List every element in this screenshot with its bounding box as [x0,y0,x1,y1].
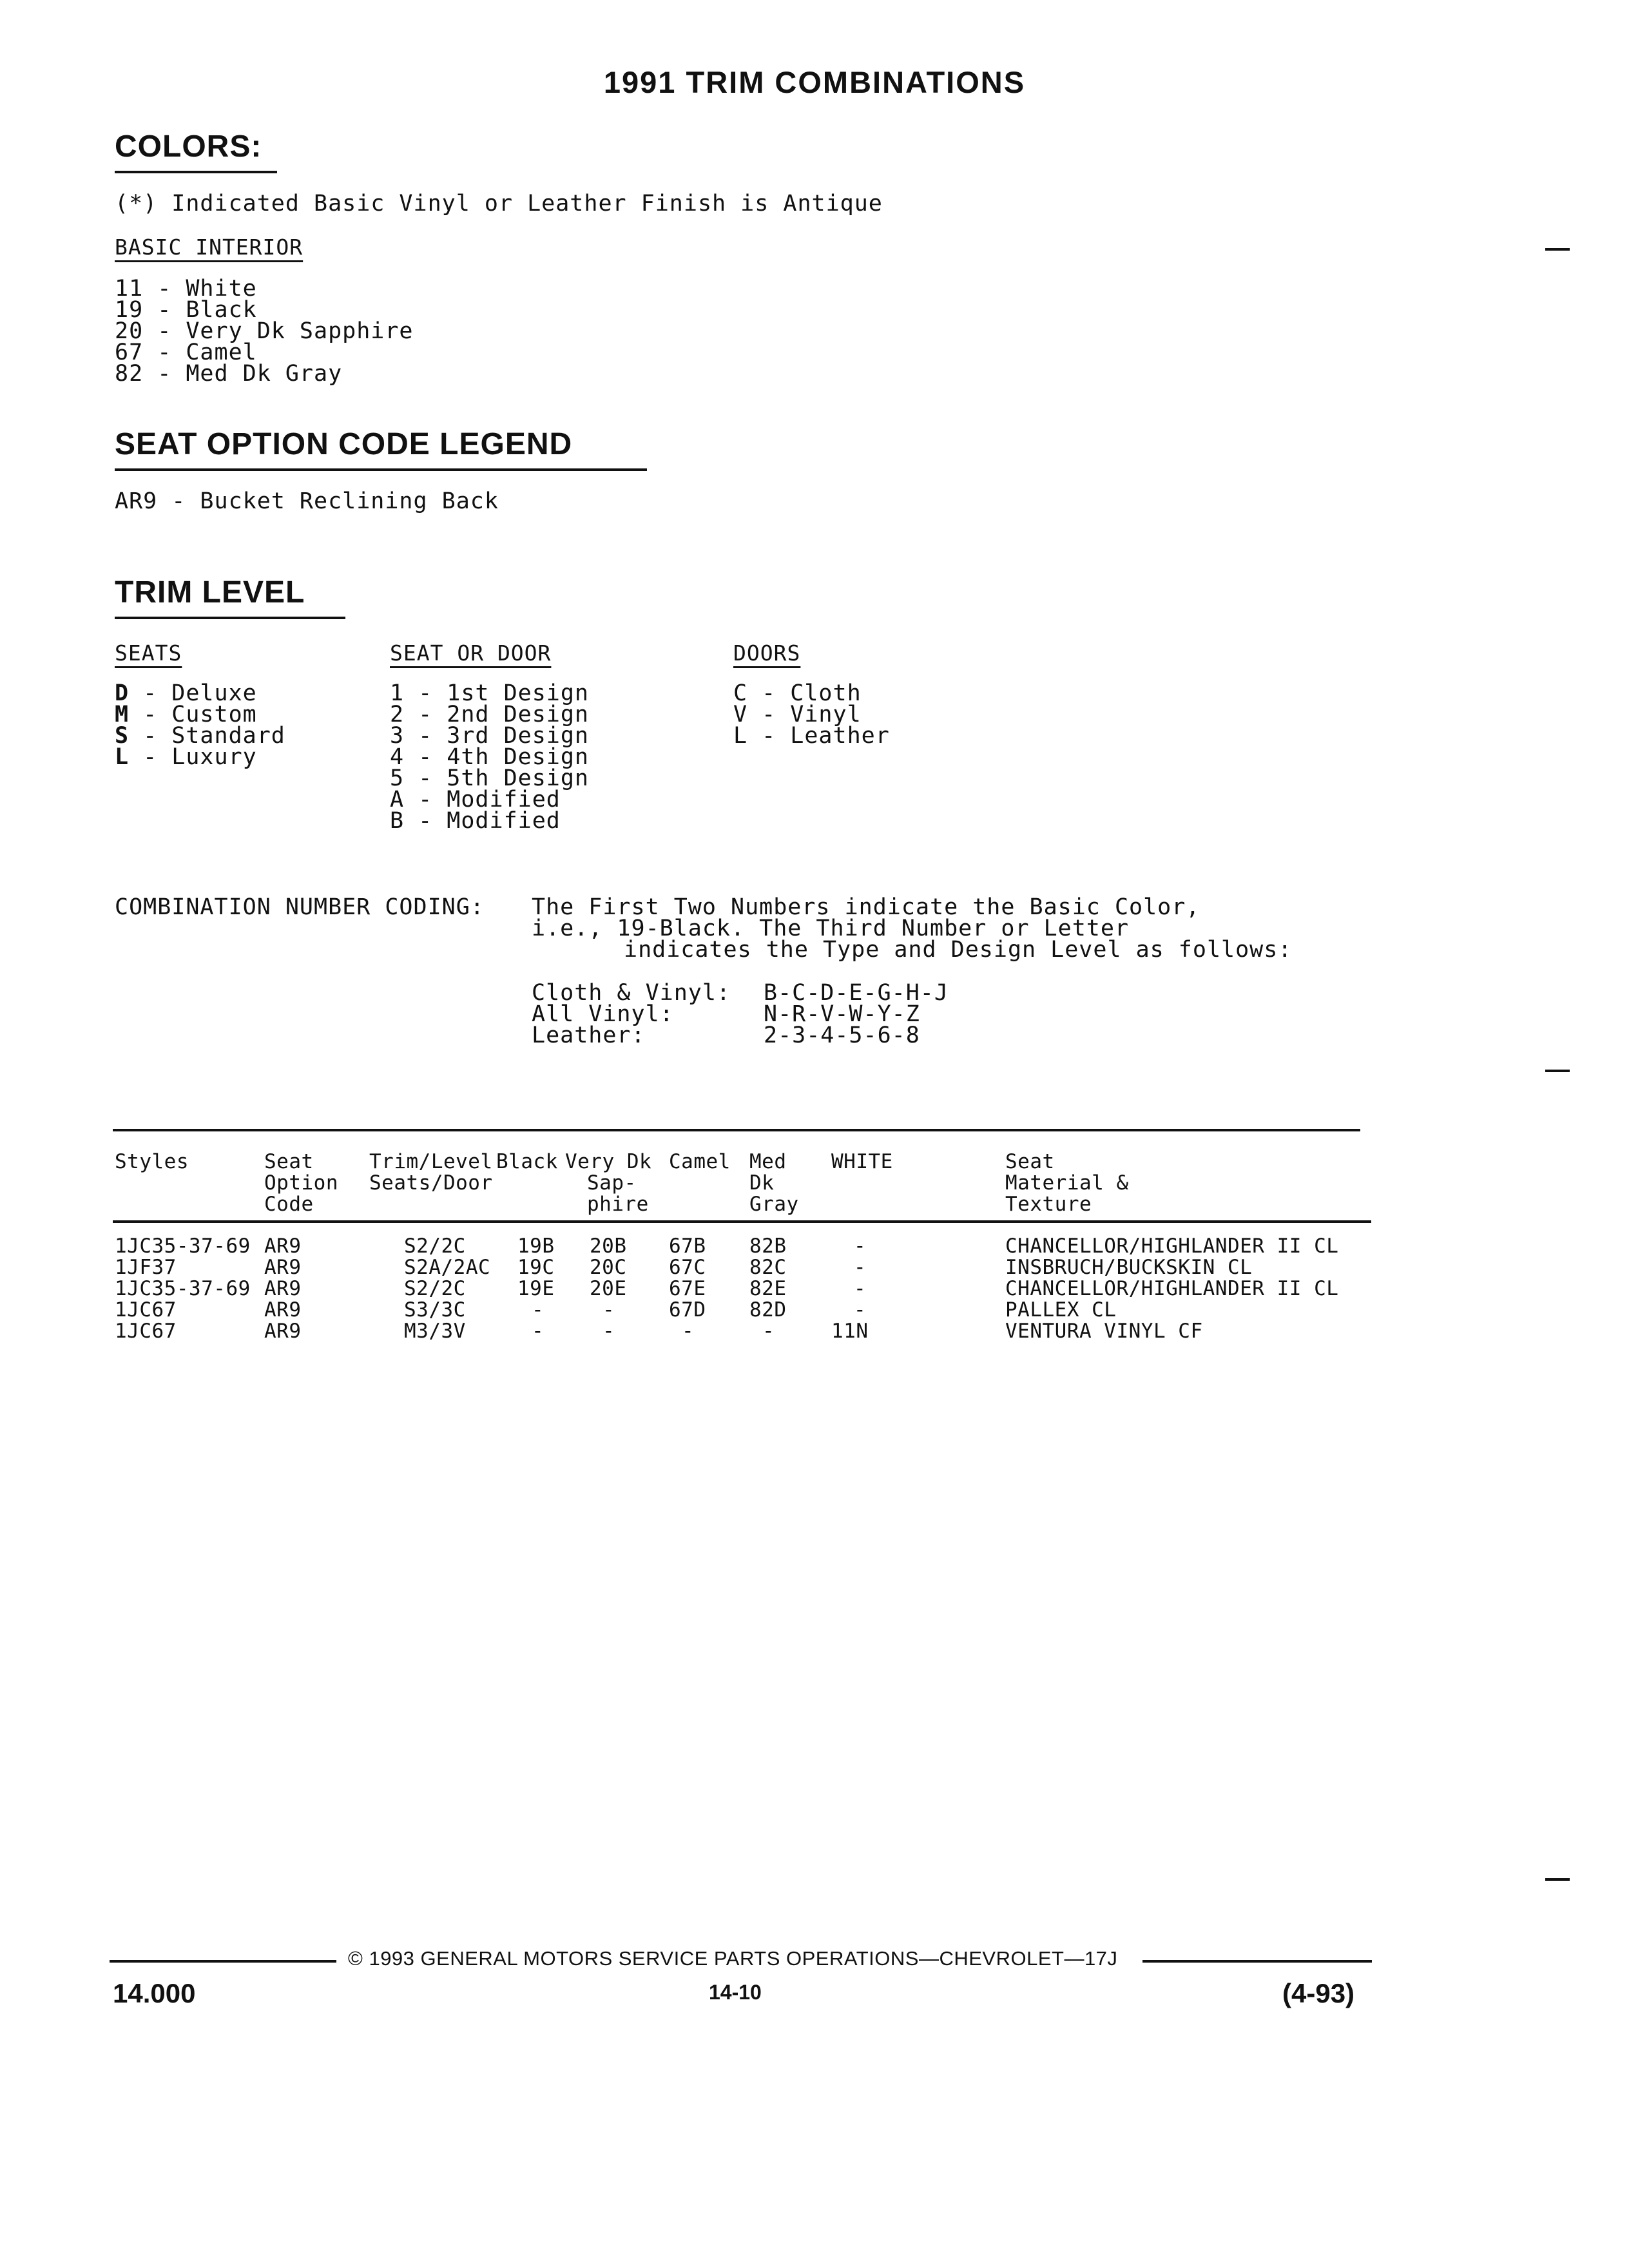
trim-level-heading: TRIM LEVEL [115,575,345,619]
header-seat-option: Seat Option Code [264,1150,338,1216]
cell-black: - [532,1320,545,1343]
header-material: Seat Material & Texture [1005,1150,1129,1216]
revision-date: (4-93) [1282,1978,1355,2008]
header-black: Black [496,1150,558,1173]
cell-code: AR9 [264,1256,302,1279]
cell-sapphire: 20C [590,1256,627,1279]
cell-gray: - [762,1320,775,1343]
design-item: 3 - 3rd Design [390,723,590,749]
cell-style: 1JF37 [115,1256,177,1279]
combination-line: The First Two Numbers indicate the Basic Color, [532,894,1200,920]
cell-code: AR9 [264,1235,302,1258]
doors-heading: DOORS [733,640,801,666]
basic-interior-heading: BASIC INTERIOR [115,235,304,260]
cell-camel: - [682,1320,695,1343]
code-value: N-R-V-W-Y-Z [764,1001,920,1027]
code-label: All Vinyl: [532,1001,674,1027]
edge-mark [1545,1878,1570,1881]
colors-note: (*) Indicated Basic Vinyl or Leather Finish is Antique [115,191,883,216]
footer-copyright: © 1993 GENERAL MOTORS SERVICE PARTS OPERATIONS—CHEVROLET—17J [348,1947,1118,1970]
seat-item: S - Standard [115,723,285,749]
color-item: 19 - Black [115,297,257,323]
cell-trim: S2/2C [404,1235,466,1258]
combination-label: COMBINATION NUMBER CODING: [115,894,485,920]
page-title: 1991 TRIM COMBINATIONS [603,65,1026,99]
seat-or-door-heading: SEAT OR DOOR [390,640,552,666]
seats-heading: SEATS [115,640,182,666]
cell-trim: S2/2C [404,1277,466,1300]
design-item: 4 - 4th Design [390,744,590,770]
cell-gray: 82C [749,1256,787,1279]
doors-list [733,680,890,749]
cell-trim: S2A/2AC [404,1256,491,1279]
cell-sapphire: - [602,1320,615,1343]
header-styles: Styles [115,1150,189,1173]
footer-rule-right [1142,1960,1372,1963]
basic-interior-list [115,278,414,385]
edge-mark [1545,1070,1570,1072]
code-label: Cloth & Vinyl: [532,980,731,1006]
header-camel: Camel [669,1150,731,1173]
cell-gray: 82B [749,1235,787,1258]
cell-black: - [532,1298,545,1321]
cell-style: 1JC35-37-69 [115,1235,251,1258]
cell-camel: 67E [669,1277,706,1300]
code-label: Leather: [532,1023,646,1048]
cell-material: CHANCELLOR/HIGHLANDER II CL [1005,1235,1339,1258]
door-item: C - Cloth [733,680,862,706]
design-item: 5 - 5th Design [390,765,590,791]
seats-list [115,680,285,770]
color-item: 11 - White [115,276,257,302]
cell-sapphire: 20B [590,1235,627,1258]
color-item: 82 - Med Dk Gray [115,361,343,387]
cell-material: PALLEX CL [1005,1298,1117,1321]
cell-trim: M3/3V [404,1320,466,1343]
cell-style: 1JC67 [115,1320,177,1343]
color-item: 20 - Very Dk Sapphire [115,318,414,344]
cell-code: AR9 [264,1298,302,1321]
cell-black: 19E [517,1277,555,1300]
cell-white: - [854,1298,867,1321]
seat-option-item: AR9 - Bucket Reclining Back [115,488,499,514]
section-number: 14.000 [113,1978,196,2008]
seat-or-door-list [390,680,590,834]
header-sapphire: Very Dk Sap- phire [565,1150,652,1216]
design-item: A - Modified [390,787,561,812]
design-item: 1 - 1st Design [390,680,590,706]
cell-sapphire: - [602,1298,615,1321]
cell-camel: 67B [669,1235,706,1258]
color-item: 67 - Camel [115,340,257,365]
seat-item: M - Custom [115,702,257,727]
seat-option-heading: SEAT OPTION CODE LEGEND [115,427,647,471]
cell-material: INSBRUCH/BUCKSKIN CL [1005,1256,1253,1279]
cell-material: CHANCELLOR/HIGHLANDER II CL [1005,1277,1339,1300]
cell-style: 1JC35-37-69 [115,1277,251,1300]
cell-white: - [854,1235,867,1258]
cell-black: 19C [517,1256,555,1279]
cell-white: - [854,1256,867,1279]
cell-trim: S3/3C [404,1298,466,1321]
footer-rule-left [110,1960,336,1963]
cell-white: 11N [831,1320,869,1343]
cell-sapphire: 20E [590,1277,627,1300]
cell-code: AR9 [264,1277,302,1300]
cell-camel: 67C [669,1256,706,1279]
cell-black: 19B [517,1235,555,1258]
design-item: B - Modified [390,808,561,834]
combination-line: i.e., 19-Black. The Third Number or Letter [532,916,1130,941]
header-white: WHITE [831,1150,893,1173]
cell-gray: 82D [749,1298,787,1321]
code-value: B-C-D-E-G-H-J [764,980,949,1006]
cell-gray: 82E [749,1277,787,1300]
table-header-rule [113,1220,1371,1223]
door-item: L - Leather [733,723,890,749]
cell-code: AR9 [264,1320,302,1343]
cell-material: VENTURA VINYL CF [1005,1320,1203,1343]
cell-style: 1JC67 [115,1298,177,1321]
colors-heading: COLORS: [115,129,277,173]
header-trim: Trim/Level Seats/Door [369,1150,493,1195]
table-top-rule [113,1129,1360,1131]
door-item: V - Vinyl [733,702,862,727]
seat-item: D - Deluxe [115,680,257,706]
code-value: 2-3-4-5-6-8 [764,1023,920,1048]
combination-line: indicates the Type and Design Level as follows: [624,937,1293,963]
design-item: 2 - 2nd Design [390,702,590,727]
header-gray: Med Dk Gray [749,1150,799,1216]
seat-item: L - Luxury [115,744,257,770]
edge-mark [1545,248,1570,251]
cell-white: - [854,1277,867,1300]
cell-camel: 67D [669,1298,706,1321]
page-number: 14-10 [709,1981,762,2004]
